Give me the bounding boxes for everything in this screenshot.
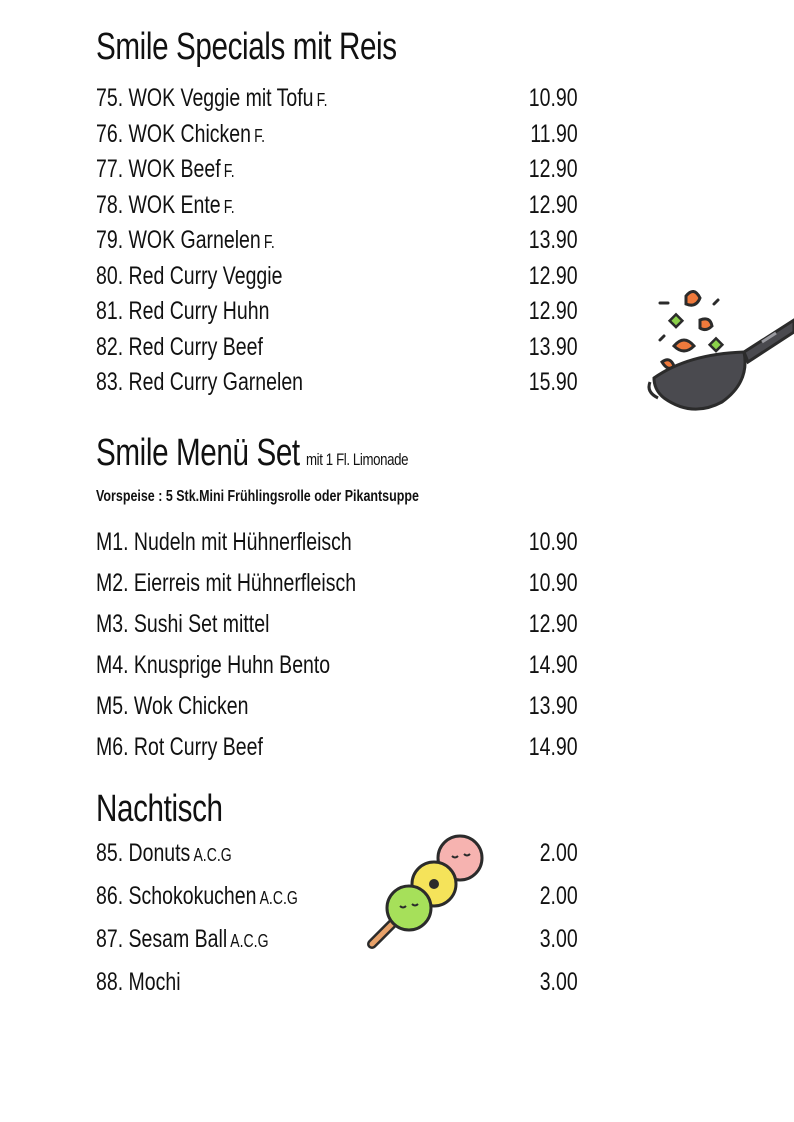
menu-item-price: 3.00: [540, 925, 578, 953]
menu-item-name-text: [96, 332, 263, 362]
menu-item: [96, 609, 578, 639]
menu-item-price: 12.90: [529, 155, 578, 183]
menu-item-name-text: [96, 261, 282, 291]
menu-item-price: 15.90: [529, 368, 578, 396]
menu-item-price: 3.00: [540, 968, 578, 996]
section-title-specials-text: Smile Specials mit Reis: [96, 26, 397, 68]
menu-item-name: [96, 367, 361, 397]
menu-item-price: 13.90: [529, 332, 578, 361]
starter-note: [96, 488, 510, 506]
allergen-code: F.: [223, 161, 235, 181]
menu-item-name: [96, 924, 317, 956]
menu-item-name: [96, 190, 274, 222]
menu-item-label: 85. Donuts: [96, 839, 191, 867]
allergen-code: A.C.G: [259, 888, 298, 908]
menu-item-name: [96, 261, 335, 291]
menu-item-name: [96, 296, 318, 326]
menu-item: [96, 190, 578, 220]
menu-item-name-text: [96, 527, 352, 557]
menu-item-label: 79. WOK Garnelen: [96, 226, 261, 254]
menu-item: [96, 367, 578, 397]
menu-item-name-text: [96, 881, 298, 913]
menu-item: [96, 732, 578, 762]
allergen-code: F.: [316, 90, 328, 110]
menu-item-name: [96, 609, 318, 639]
menu-item-label: M5. Wok Chicken: [96, 692, 249, 720]
menu-item-price: 10.90: [529, 84, 578, 112]
wok-icon: [644, 282, 794, 412]
menu-item-name: [96, 527, 424, 557]
menu-item-price: 12.90: [529, 297, 578, 325]
menu-item-label: M4. Knusprige Huhn Bento: [96, 651, 331, 679]
menu-item-price: 2.00: [540, 839, 578, 867]
section-title-dessert: [96, 790, 258, 828]
menu-item-label: M1. Nudeln mit Hühnerfleisch: [96, 528, 352, 556]
menu-item-name: [96, 83, 393, 115]
menu-item: [96, 83, 578, 113]
menu-item-label: 83. Red Curry Garnelen: [96, 368, 304, 396]
section-title-menu-set-text: Smile Menü Set: [96, 432, 300, 474]
menu-item: [96, 568, 578, 598]
menu-item-price: 12.90: [529, 261, 578, 290]
allergen-code: A.C.G: [230, 931, 269, 951]
menu-item: [96, 881, 578, 911]
menu-item-name-text: [96, 190, 235, 222]
menu-item-price: 14.90: [529, 733, 578, 761]
allergen-code: F.: [263, 232, 275, 252]
section-title-menu-set-wrap: [96, 434, 408, 472]
menu-item-label: 81. Red Curry Huhn: [96, 297, 270, 325]
menu-item-price: 2.00: [540, 882, 578, 910]
menu-item: [96, 691, 578, 721]
menu-item-name: [96, 881, 355, 913]
menu-item-name-text: [96, 967, 181, 997]
menu-item-name: [96, 332, 310, 362]
menu-item: [96, 225, 578, 255]
menu-item: [96, 119, 578, 149]
menu-item-label: 82. Red Curry Beef: [96, 332, 263, 361]
menu-item-name-text: [96, 691, 248, 721]
menu-item-name: [96, 967, 204, 997]
menu-item-name-text: [96, 568, 356, 598]
menu-item-label: 78. WOK Ente: [96, 190, 221, 219]
menu-item-name: [96, 154, 274, 186]
menu-item-price: 10.90: [529, 569, 578, 597]
allergen-code: F.: [223, 196, 235, 217]
section-title-specials: [96, 28, 482, 66]
menu-item-name-text: [96, 924, 269, 956]
menu-item-name-text: [96, 838, 232, 870]
menu-item-price: 10.90: [529, 528, 578, 556]
menu-item-name-text: [96, 650, 330, 680]
starter-note-text: Vorspeise : 5 Stk.Mini Frühlingsrolle oder Pikantsuppe: [96, 488, 419, 505]
menu-item-name-text: [96, 296, 269, 326]
menu-item: [96, 838, 578, 868]
menu-item-price: 13.90: [529, 226, 578, 254]
menu-item-name: [96, 568, 429, 598]
menu-item-label: 87. Sesam Ball: [96, 925, 228, 953]
menu-item: [96, 296, 578, 326]
menu-item-name-text: [96, 83, 328, 115]
menu-item-label: 76. WOK Chicken: [96, 119, 251, 148]
dango-skewer-icon: [364, 832, 484, 952]
menu-item-name: [96, 225, 325, 257]
allergen-code: A.C.G: [193, 845, 232, 865]
section-title-menu-set: [96, 434, 496, 472]
menu-item-price: 12.90: [529, 610, 578, 638]
menu-item-name: [96, 650, 396, 680]
menu-item: [96, 332, 578, 362]
menu-item-label: M3. Sushi Set mittel: [96, 610, 270, 638]
menu-item-label: 80. Red Curry Veggie: [96, 261, 283, 290]
menu-item-price: 14.90: [529, 651, 578, 679]
menu-item-name: [96, 691, 291, 721]
section-title-dessert-text: Nachtisch: [96, 788, 223, 830]
menu-item-label: 75. WOK Veggie mit Tofu: [96, 84, 314, 112]
menu-item-label: 86. Schokokuchen: [96, 882, 257, 910]
section-subtitle-menu-set: mit 1 Fl. Limonade: [306, 450, 409, 469]
menu-item: [96, 154, 578, 184]
menu-item-name-text: [96, 732, 263, 762]
menu-item: [96, 967, 578, 997]
menu-item-name: [96, 732, 310, 762]
menu-item-name-text: [96, 154, 235, 186]
menu-item-name: [96, 119, 313, 151]
menu-item-name: [96, 838, 270, 870]
menu-item-name-text: [96, 609, 269, 639]
menu-item: [96, 650, 578, 680]
allergen-code: F.: [254, 125, 266, 146]
menu-item-label: M2. Eierreis mit Hühnerfleisch: [96, 569, 357, 597]
menu-item-name-text: [96, 225, 275, 257]
menu-item-name-text: [96, 367, 303, 397]
menu-item-price: 12.90: [529, 190, 578, 219]
menu-item-name-text: [96, 119, 265, 151]
menu-item: [96, 527, 578, 557]
menu-item-label: 88. Mochi: [96, 968, 181, 996]
menu-item-label: 77. WOK Beef: [96, 155, 221, 183]
menu-item-price: 13.90: [529, 692, 578, 720]
menu-item: [96, 261, 578, 291]
menu-item-label: M6. Rot Curry Beef: [96, 733, 263, 761]
menu-item: [96, 924, 578, 954]
menu-item-price: 11.90: [530, 119, 578, 148]
